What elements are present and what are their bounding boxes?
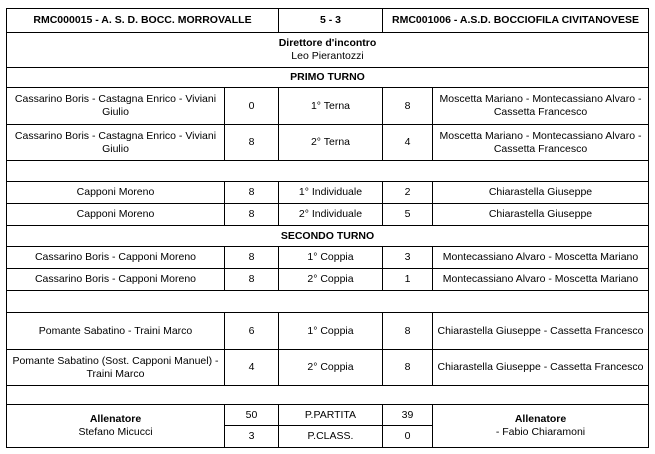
- away-score: 4: [383, 125, 433, 161]
- director-name: Leo Pierantozzi: [291, 50, 364, 62]
- away-match-points: 39: [383, 405, 433, 426]
- home-score: 8: [225, 125, 279, 161]
- home-score: 8: [225, 247, 279, 269]
- home-players: Cassarino Boris - Castagna Enrico - Viviani Giulio: [7, 88, 225, 125]
- away-players: Moscetta Mariano - Montecassiano Alvaro - Cassetta Francesco: [433, 88, 648, 125]
- home-score: 8: [225, 269, 279, 291]
- game-type: 1° Individuale: [279, 182, 383, 204]
- away-players: Chiarastella Giuseppe - Cassetta Francesco: [433, 350, 648, 386]
- away-coach-name: - Fabio Chiaramoni: [495, 426, 586, 438]
- away-score: 2: [383, 182, 433, 204]
- home-score: 6: [225, 313, 279, 350]
- away-score: 8: [383, 313, 433, 350]
- away-score: 5: [383, 204, 433, 226]
- home-class-points: 3: [225, 426, 279, 447]
- director-block: [7, 33, 648, 68]
- home-score: 8: [225, 182, 279, 204]
- game-type: 1° Coppia: [279, 247, 383, 269]
- away-players: Chiarastella Giuseppe: [433, 182, 648, 204]
- away-score: 1: [383, 269, 433, 291]
- away-players: Montecassiano Alvaro - Moscetta Mariano: [433, 269, 648, 291]
- home-players: Pomante Sabatino - Traini Marco: [7, 313, 225, 350]
- home-match-points: 50: [225, 405, 279, 426]
- match-points-label: P.PARTITA: [279, 405, 383, 426]
- game-type: 2° Individuale: [279, 204, 383, 226]
- away-score: 3: [383, 247, 433, 269]
- home-players: Capponi Moreno: [7, 204, 225, 226]
- game-type: 2° Coppia: [279, 350, 383, 386]
- spacer-row: [7, 386, 648, 405]
- home-score: 0: [225, 88, 279, 125]
- class-points-label: P.CLASS.: [279, 426, 383, 447]
- second-round-title: SECONDO TURNO: [7, 226, 648, 247]
- home-score: 4: [225, 350, 279, 386]
- home-players: Cassarino Boris - Castagna Enrico - Viviani Giulio: [7, 125, 225, 161]
- away-score: 8: [383, 88, 433, 125]
- away-coach-block: [433, 405, 648, 447]
- home-team-header: RMC000015 - A. S. D. BOCC. MORROVALLE: [7, 9, 279, 33]
- home-score: 8: [225, 204, 279, 226]
- game-type: 2° Coppia: [279, 269, 383, 291]
- match-report-table: [6, 8, 649, 448]
- home-coach-block: [7, 405, 225, 447]
- home-players: Cassarino Boris - Capponi Moreno: [7, 247, 225, 269]
- home-players: Capponi Moreno: [7, 182, 225, 204]
- away-players: Chiarastella Giuseppe: [433, 204, 648, 226]
- game-type: 1° Terna: [279, 88, 383, 125]
- away-team-header: RMC001006 - A.S.D. BOCCIOFILA CIVITANOVESE: [383, 9, 648, 33]
- away-coach-label: Allenatore: [514, 413, 567, 425]
- game-type: 2° Terna: [279, 125, 383, 161]
- away-players: Chiarastella Giuseppe - Cassetta Francesco: [433, 313, 648, 350]
- home-coach-name: Stefano Micucci: [78, 426, 153, 438]
- game-type: 1° Coppia: [279, 313, 383, 350]
- spacer-row: [7, 291, 648, 313]
- home-coach-label: Allenatore: [89, 413, 142, 425]
- home-players: Cassarino Boris - Capponi Moreno: [7, 269, 225, 291]
- first-round-title: PRIMO TURNO: [7, 68, 648, 88]
- spacer-row: [7, 161, 648, 182]
- director-label: Direttore d'incontro: [278, 37, 377, 49]
- match-score: 5 - 3: [279, 9, 383, 33]
- away-players: Moscetta Mariano - Montecassiano Alvaro - Cassetta Francesco: [433, 125, 648, 161]
- away-players: Montecassiano Alvaro - Moscetta Mariano: [433, 247, 648, 269]
- away-class-points: 0: [383, 426, 433, 447]
- away-score: 8: [383, 350, 433, 386]
- home-players: Pomante Sabatino (Sost. Capponi Manuel) - Traini Marco: [7, 350, 225, 386]
